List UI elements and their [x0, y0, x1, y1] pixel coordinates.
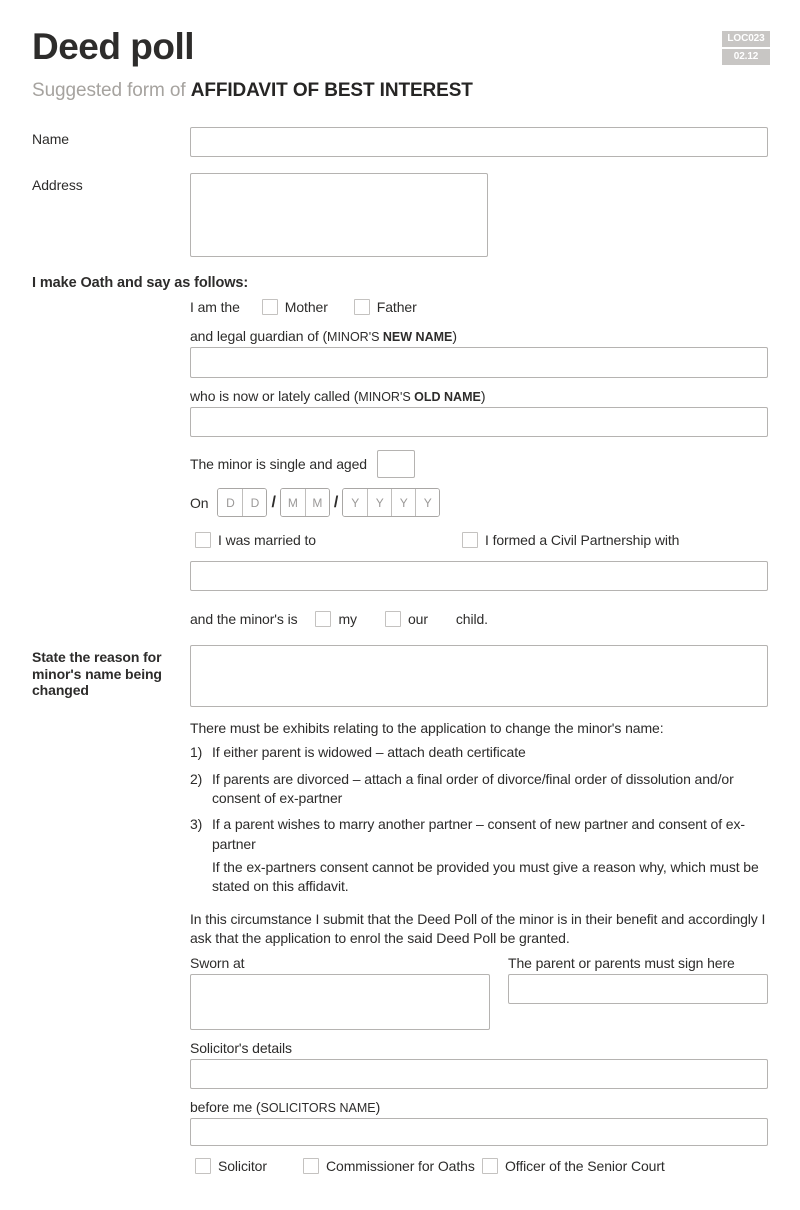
- day-digit-1[interactable]: [218, 489, 242, 516]
- year-digit-4[interactable]: [415, 489, 439, 516]
- name-label: Name: [32, 131, 69, 148]
- address-row: [32, 173, 768, 257]
- on-label: On: [190, 494, 209, 511]
- before-me-caps: SOLICITORS NAME: [260, 1101, 376, 1116]
- our-label: our: [407, 611, 428, 628]
- child-of-row: [190, 611, 768, 627]
- reason-label: State the reason for minor's name being changed: [32, 649, 162, 699]
- relationship-row: [190, 532, 768, 548]
- date-slash-2: /: [333, 493, 339, 511]
- sworn-at-input[interactable]: [190, 974, 490, 1030]
- married-label: I was married to: [218, 532, 316, 549]
- our-checkbox[interactable]: [385, 611, 401, 627]
- exhibit-item-1-text: If either parent is widowed – attach death certificate: [212, 744, 526, 761]
- senior-court-label: Officer of the Senior Court: [505, 1158, 665, 1175]
- day-group: [217, 488, 267, 517]
- my-checkbox[interactable]: [315, 611, 331, 627]
- guardian-label-prefix: and legal guardian of (: [190, 328, 328, 345]
- sworn-section: [190, 955, 768, 1030]
- old-name-label-prefix: who is now or lately called (: [190, 388, 359, 405]
- civil-partnership-option: [462, 532, 679, 548]
- senior-court-checkbox[interactable]: [482, 1158, 498, 1174]
- page-subtitle: [32, 80, 768, 102]
- before-me-label: [190, 1099, 768, 1115]
- child-label: child.: [455, 611, 488, 628]
- aged-label: The minor is single and aged: [190, 456, 367, 473]
- our-option: [385, 611, 428, 627]
- closing-statement: In this circumstance I submit that the Deed Poll of the minor is in their benefit and accordingly I ask that the application to enrol the said Deed Poll be granted.: [190, 910, 766, 946]
- guardian-label-bold-text: NEW NAME: [382, 330, 453, 345]
- father-option: [354, 299, 417, 315]
- solicitor-label: Solicitor: [218, 1158, 267, 1175]
- exhibit-item-3-number: 3): [190, 816, 203, 833]
- minor-new-name-input[interactable]: [190, 347, 768, 378]
- reason-row: [32, 645, 768, 707]
- form-reference-badge: [722, 31, 770, 65]
- page-title: Deed poll: [32, 26, 195, 67]
- exhibit-item-1: [190, 743, 768, 762]
- father-checkbox[interactable]: [354, 299, 370, 315]
- solicitor-details-input[interactable]: [190, 1059, 768, 1089]
- address-label: Address: [32, 177, 83, 194]
- witness-role-row: [190, 1158, 768, 1174]
- year-digit-1[interactable]: [343, 489, 367, 516]
- oath-body: [32, 291, 768, 627]
- exhibit-item-2-number: 2): [190, 770, 203, 787]
- minors-is-label: and the minor's is: [190, 611, 298, 628]
- aged-input[interactable]: [377, 450, 415, 478]
- guardian-label: [190, 328, 768, 344]
- oath-heading: I make Oath and say as follows:: [32, 275, 249, 292]
- solicitor-checkbox[interactable]: [195, 1158, 211, 1174]
- year-digit-3[interactable]: [391, 489, 415, 516]
- day-digit-2[interactable]: [242, 489, 266, 516]
- month-digit-1[interactable]: [281, 489, 305, 516]
- old-name-label-suffix: ): [480, 388, 486, 405]
- reason-input[interactable]: [190, 645, 768, 707]
- aged-row: [190, 450, 768, 478]
- i-am-the-label: I am the: [190, 299, 240, 316]
- subtitle-prefix: Suggested form of: [32, 80, 191, 102]
- month-group: [280, 488, 330, 517]
- old-name-label-caps: MINOR'S: [358, 390, 411, 405]
- before-me-suffix: ): [375, 1099, 381, 1116]
- exhibits-section: [32, 707, 768, 1174]
- name-input[interactable]: [190, 127, 768, 157]
- date-slash-1: /: [271, 493, 276, 511]
- subtitle-main: AFFIDAVIT OF BEST INTEREST: [190, 80, 473, 102]
- date-row: [190, 488, 768, 517]
- year-digit-2[interactable]: [367, 489, 391, 516]
- minor-old-name-input[interactable]: [190, 407, 768, 437]
- my-option: [315, 611, 356, 627]
- exhibit-item-1-number: 1): [190, 744, 203, 761]
- commissioner-label: Commissioner for Oaths: [326, 1158, 475, 1175]
- address-input[interactable]: [190, 173, 488, 257]
- parent-type-row: [190, 299, 768, 315]
- name-row: [32, 127, 768, 157]
- solicitor-details-label: Solicitor's details: [190, 1040, 292, 1057]
- civil-partnership-label: I formed a Civil Partnership with: [485, 532, 680, 549]
- mother-checkbox[interactable]: [262, 299, 278, 315]
- old-name-label-bold-text: OLD NAME: [414, 390, 481, 405]
- exhibit-item-2-text: If parents are divorced – attach a final order of divorce/final order of dissolution and/or consent of ex-partner: [212, 770, 734, 807]
- exhibit-item-2: [190, 770, 768, 809]
- before-me-input[interactable]: [190, 1118, 768, 1146]
- parent-signature-input[interactable]: [508, 974, 768, 1004]
- form-code: LOC023: [722, 31, 770, 47]
- mother-option: [262, 299, 328, 315]
- married-checkbox[interactable]: [195, 532, 211, 548]
- commissioner-option: [303, 1158, 482, 1174]
- senior-court-option: [482, 1158, 665, 1174]
- before-me-prefix: before me (: [190, 1099, 261, 1116]
- married-option: [195, 532, 462, 548]
- form-version: 02.12: [722, 49, 770, 65]
- solicitor-option: [195, 1158, 303, 1174]
- my-label: my: [338, 611, 357, 628]
- father-label: Father: [376, 299, 417, 316]
- exhibit-item-3: [190, 815, 768, 854]
- sign-here-label: The parent or parents must sign here: [508, 955, 735, 972]
- commissioner-checkbox[interactable]: [303, 1158, 319, 1174]
- exhibit-item-3-text: If a parent wishes to marry another partner – consent of new partner and consent of ex-partner: [212, 816, 745, 852]
- civil-partnership-checkbox[interactable]: [462, 532, 478, 548]
- exhibit-item-3-note: If the ex-partners consent cannot be provided you must give a reason why, which must be stated on this affidavit.: [212, 859, 759, 895]
- partner-name-input[interactable]: [190, 561, 768, 591]
- guardian-label-caps: MINOR'S: [327, 330, 380, 345]
- exhibits-intro: There must be exhibits relating to the application to change the minor's name:: [190, 720, 664, 737]
- old-name-label: [190, 388, 768, 404]
- sworn-at-label: Sworn at: [190, 955, 245, 972]
- month-digit-2[interactable]: [305, 489, 329, 516]
- mother-label: Mother: [284, 299, 328, 316]
- guardian-label-suffix: ): [452, 328, 457, 345]
- year-group: [342, 488, 440, 517]
